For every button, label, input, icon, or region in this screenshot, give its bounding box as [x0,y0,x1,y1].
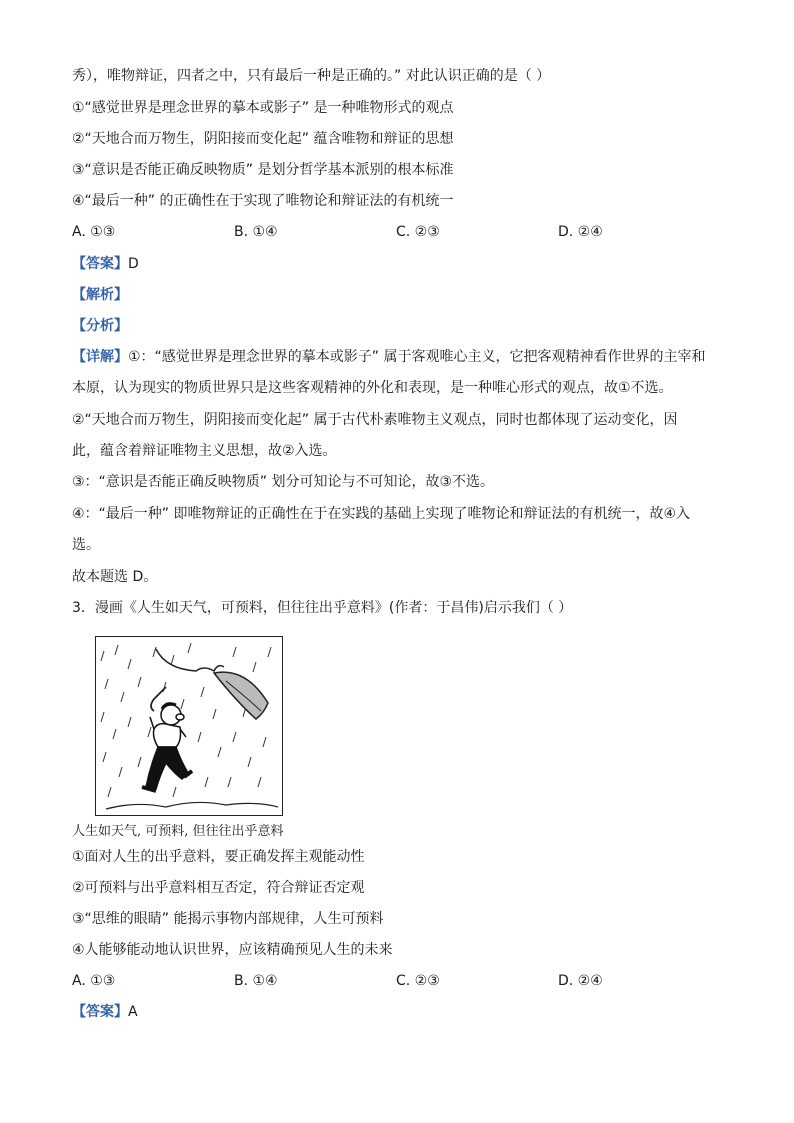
q3-stem: 3．漫画《人生如天气，可预料，但往往出乎意料》(作者：于昌伟)启示我们（ ） [72,600,573,616]
q2-options [72,222,712,242]
q2-option-d: D. ②④ [558,224,603,240]
analysis-tag: 【解析】 [72,287,128,303]
detail-line-1 [72,347,706,367]
detail-text-1: ①：“感觉世界是理念世界的摹本或影子” 属于客观唯心主义，它把客观精神看作世界的主宰和 [128,349,706,365]
detail-line-5: ③：“意识是否能正确反映物质” 划分可知论与不可知论，故③不选。 [72,474,495,490]
detail-line-2: 本原，认为现实的物质世界只是这些客观精神的外化和表现，是一种唯心形式的观点，故①不选。 [72,380,673,396]
q3-options [72,971,712,991]
q2-stem-tail: 秀），唯物辩证，四者之中，只有最后一种是正确的。” 对此认识正确的是（ ） [72,68,551,84]
cartoon-drawing [96,637,281,814]
q3-option-d: D. ②④ [558,973,603,989]
q3-item-4: ④人能够能动地认识世界，应该精确预见人生的未来 [72,942,393,958]
q2-item-2: ②“天地合而万物生，阴阳接而变化起” 蕴含唯物和辩证的思想 [72,131,454,147]
detail-line-6: ④：“最后一种” 即唯物辩证的正确性在于在实践的基础上实现了唯物论和辩证法的有机统一，故④入 [72,506,691,522]
q3-item-2: ②可预料与出乎意料相互否定，符合辩证否定观 [72,880,365,896]
q2-item-1: ①“感觉世界是理念世界的摹本或影子” 是一种唯物形式的观点 [72,100,454,116]
q3-option-a: A. ①③ [72,973,116,989]
answer-tag: 【答案】 [72,256,128,272]
q3-option-c: C. ②③ [396,973,440,989]
detail-tag: 【详解】 [72,349,128,365]
q3-answer-tag: 【答案】 [72,1004,128,1020]
q2-option-a: A. ①③ [72,224,116,240]
q2-item-4: ④“最后一种” 的正确性在于实现了唯物论和辩证法的有机统一 [72,193,454,209]
umbrella-icon [214,672,268,719]
q3-item-3: ③“思维的眼睛” 能揭示事物内部规律，人生可预料 [72,911,384,927]
detail-line-3: ②“天地合而万物生，阴阳接而变化起” 属于古代朴素唯物主义观点，同时也都体现了运动变化，因 [72,412,678,428]
man-figure-icon [142,704,192,791]
q2-conclusion: 故本题选 D。 [72,569,158,585]
cartoon-caption: 人生如天气, 可预料, 但往往出乎意料 [72,824,284,839]
cartoon-image [95,636,283,816]
q2-option-c: C. ②③ [396,224,440,240]
detail-line-7: 选。 [72,537,100,553]
fenxi-tag: 【分析】 [72,318,128,334]
q2-option-b: B. ①④ [234,224,278,240]
q2-item-3: ③“意识是否能正确反映物质” 是划分哲学基本派别的根本标准 [72,162,454,178]
answer-value: D [128,256,139,272]
q3-option-b: B. ①④ [234,973,278,989]
q3-answer-value: A [128,1004,138,1020]
detail-line-4: 此，蕴含着辩证唯物主义思想，故②入选。 [72,443,337,459]
q3-answer [72,1002,138,1022]
q2-answer [72,254,139,274]
q3-item-1: ①面对人生的出乎意料，要正确发挥主观能动性 [72,849,365,865]
